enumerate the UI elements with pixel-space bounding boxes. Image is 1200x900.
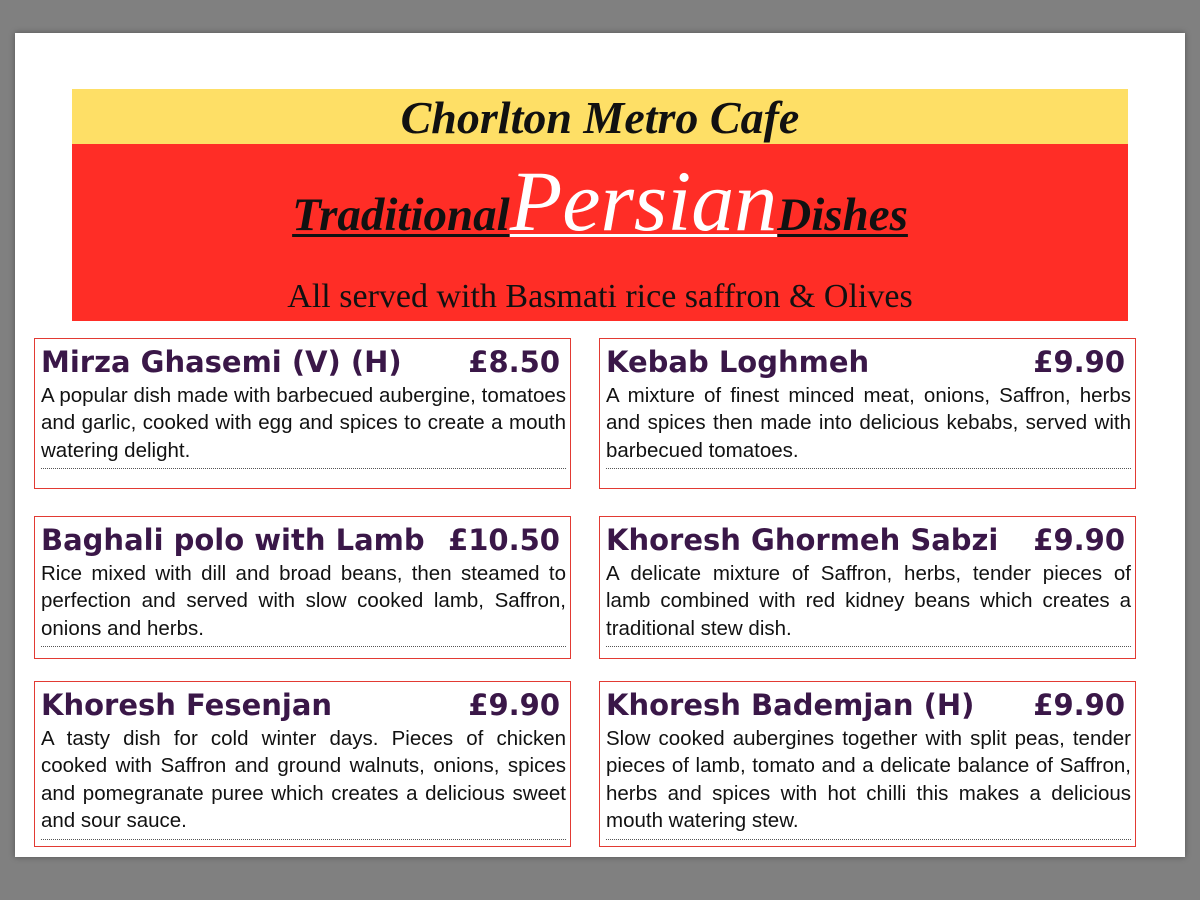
served-with-note: All served with Basmati rice saffron & Olives — [287, 278, 913, 315]
dish-price: £9.90 — [1033, 345, 1125, 379]
dish-header — [606, 523, 1131, 558]
cafe-name-banner — [72, 89, 1128, 144]
title-banner — [72, 144, 1128, 321]
dish-description: A popular dish made with barbecued aubergine, tomatoes and garlic, cooked with egg and spices to create a mouth watering delight. — [41, 382, 566, 470]
dish-price: £9.90 — [1033, 523, 1125, 557]
dish-card-kebab-loghmeh — [599, 338, 1136, 489]
headline-left: Traditional — [292, 189, 510, 241]
dish-card-ghormeh-sabzi — [599, 516, 1136, 659]
headline-right: Dishes — [777, 189, 908, 241]
headline-main: Persian — [509, 153, 778, 249]
dish-description: Rice mixed with dill and broad beans, then steamed to perfection and served with slow cooked lamb, Saffron, onions and herbs. — [41, 560, 566, 648]
dish-name: Khoresh Ghormeh Sabzi — [606, 523, 999, 557]
dish-header — [41, 523, 566, 558]
dish-description: Slow cooked aubergines together with split peas, tender pieces of lamb, tomato and a delicate balance of Saffron, herbs and spices with hot chilli this makes a delicious mouth watering stew. — [606, 725, 1131, 840]
dish-description: A mixture of finest minced meat, onions, Saffron, herbs and spices then made into delicious kebabs, served with barbecued tomatoes. — [606, 382, 1131, 470]
cafe-name: Chorlton Metro Cafe — [400, 91, 800, 143]
dish-header — [606, 345, 1131, 380]
dish-card-bademjan — [599, 681, 1136, 847]
dish-name: Khoresh Bademjan (H) — [606, 688, 975, 722]
dish-description: A delicate mixture of Saffron, herbs, tender pieces of lamb combined with red kidney beans which creates a traditional stew dish. — [606, 560, 1131, 648]
dish-price: £9.90 — [1033, 688, 1125, 722]
dish-name: Baghali polo with Lamb — [41, 523, 425, 557]
menu-page — [15, 33, 1185, 857]
dish-price: £8.50 — [468, 345, 560, 379]
menu-headline — [72, 153, 1128, 249]
dish-card-baghali-polo — [34, 516, 571, 659]
dish-name: Khoresh Fesenjan — [41, 688, 333, 722]
dish-price: £9.90 — [468, 688, 560, 722]
dish-header — [41, 345, 566, 380]
dish-name: Mirza Ghasemi (V) (H) — [41, 345, 402, 379]
dish-card-mirza-ghasemi — [34, 338, 571, 489]
dish-price: £10.50 — [448, 523, 560, 557]
dish-name: Kebab Loghmeh — [606, 345, 870, 379]
dish-header — [606, 688, 1131, 723]
dish-description: A tasty dish for cold winter days. Pieces of chicken cooked with Saffron and ground walnuts, onions, spices and pomegranate puree which creates a delicious sweet and sour sauce. — [41, 725, 566, 840]
dish-card-fesenjan — [34, 681, 571, 847]
dish-header — [41, 688, 566, 723]
